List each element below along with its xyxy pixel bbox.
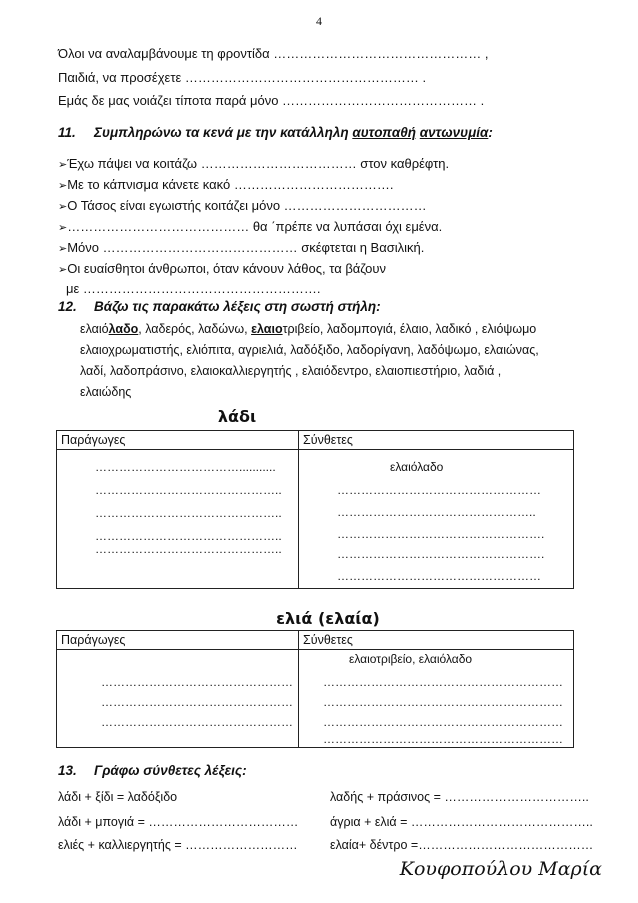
compound-exercise[interactable]: άγρια + ελιά = …………………………………….. [330,815,593,829]
compound-exercise[interactable]: ελαία+ δέντρο =…………………………………… [330,838,594,852]
table-2-heading: ελιά (ελαία) [276,609,380,628]
word-list [80,319,600,403]
bullet-1-text: Έχω πάψει να κοιτάζω ……………………………… στον καθρέφτη. [67,156,450,171]
word-list-line-3: λαδί, λαδοπράσινο, ελαιοκαλλιεργητής , ελαιόδεντρο, ελαιοπιεστήριο, λαδιά , [80,364,502,378]
table-1-col-compounds: Σύνθετες [303,433,353,447]
section-11-title-colon: : [488,125,493,140]
table-1-right-blank[interactable]: …………………………………………… [337,483,541,497]
table-1-right-filled: ελαιόλαδο [390,460,444,474]
intro-line-3: Εμάς δε μας νοιάζει τίποτα παρά μόνο ……………………………………… . [58,93,485,108]
table-2-col-derivatives: Παράγωγες [61,633,126,647]
word-fragment: , λαδερός, λαδώνω, [138,322,252,336]
compound-exercise[interactable]: λάδι + μπογιά = ……………………………… [58,815,299,829]
word-list-line-2: ελαιοχρωματιστής, ελιόπιτα, αγριελιά, λαδόξιδο, λαδορίγανη, λαδόψωμο, ελαιώνας, [80,343,539,357]
word-fragment-underlined: λαδο [108,322,139,336]
table-1-left-blank[interactable]: ………………………………........... [95,460,276,474]
word-list-line-4: ελαιώδης [80,385,132,399]
section-11-title [58,125,493,140]
section-12-title [58,299,381,314]
intro-line-1: Όλοι να αναλαμβάνουμε τη φροντίδα ………………………………………… , [58,46,489,61]
arrow-bullet-icon: ➢ [58,264,68,276]
table-2-divider [298,631,299,747]
table-1-right-blank[interactable]: ………………………………………….. [337,505,536,519]
bullet-6 [58,261,386,276]
table-1 [56,430,574,589]
compound-exercise: λάδι + ξίδι = λαδόξιδο [58,790,178,804]
intro-line-2: Παιδιά, να προσέχετε ……………………………………………… . [58,70,427,85]
bullet-4 [58,219,442,234]
table-1-col-derivatives: Παράγωγες [61,433,126,447]
table-2-right-blank[interactable]: …………………………………………………… [323,675,563,689]
section-11-number: 11. [58,125,76,140]
table-1-right-blank[interactable]: ……………………………………………. [337,547,545,561]
table-2-right-blank[interactable]: …………………………………………………… [323,695,563,709]
section-13-title-text: Γράφω σύνθετες λέξεις: [94,763,247,778]
author-signature: Κουφοπούλου Μαρία [399,858,602,880]
word-fragment-underlined: ελαιο [251,322,283,336]
table-1-left-blank[interactable]: ……………………………………….. [95,542,282,556]
bullet-3-text: Ο Τάσος είναι εγωιστής κοιτάζει μόνο …………………………… [67,198,427,213]
compound-exercise[interactable]: ελιές + καλλιεργητής = ……………………… [58,838,298,852]
bullet-6-continuation: με ………………………………………………. [66,281,321,296]
bullet-2-text: Με το κάπνισμα κάνετε κακό ………………………………. [67,177,394,192]
word-fragment: ελαιό [80,322,109,336]
table-1-right-blank[interactable]: …………………………………………… [337,569,541,583]
table-1-left-blank[interactable]: ……………………………………….. [95,483,282,497]
arrow-bullet-icon: ➢ [58,159,68,171]
compound-exercise[interactable]: λαδής + πράσινος = …………………………….. [330,790,589,804]
section-13-number: 13. [58,763,77,778]
table-1-left-blank[interactable]: ……………………………………….. [95,506,282,520]
bullet-1 [58,156,449,171]
table-1-left-blank[interactable]: ……………………………………….. [95,529,282,543]
word-fragment: τριβείο, λαδομπογιά, έλαιο, λαδικό , ελιόψωμο [282,322,537,336]
table-2 [56,630,574,748]
table-1-right-blank[interactable]: ……………………………………………. [337,527,545,541]
table-2-right-filled: ελαιοτριβείο, ελαιόλαδο [349,652,473,666]
word-list-line-1 [80,319,600,340]
section-13-title [58,763,247,778]
bullet-4-text: …………………………………… θα ΄πρέπε να λυπάσαι όχι εμένα. [67,219,443,234]
table-2-left-blank[interactable]: ………………………………………… [101,695,293,709]
bullet-3 [58,198,427,213]
bullet-5-text: Μόνο ……………………………………… σκέφτεται η Βασιλική. [67,240,425,255]
table-2-right-blank[interactable]: …………………………………………………… [323,732,563,746]
bullet-6-text: Οι ευαίσθητοι άνθρωποι, όταν κάνουν λάθος, τα βάζουν [67,261,387,276]
section-11-title-underlined-2: αντωνυμία [419,125,489,140]
arrow-bullet-icon: ➢ [58,222,68,234]
table-2-left-blank[interactable]: ………………………………………… [101,715,293,729]
table-1-divider [298,431,299,588]
table-1-heading: λάδι [217,407,257,426]
section-11-title-pre: Συμπληρώνω τα κενά με την κατάλληλη [94,125,353,140]
arrow-bullet-icon: ➢ [58,243,68,255]
table-2-col-compounds: Σύνθετες [303,633,353,647]
arrow-bullet-icon: ➢ [58,180,68,192]
section-12-title-text: Βάζω τις παρακάτω λέξεις στη σωστή στήλη: [94,299,381,314]
table-2-right-blank[interactable]: …………………………………………………… [323,715,563,729]
page-number: 4 [316,14,322,28]
section-11-title-underlined-1: αυτοπαθή [352,125,416,140]
section-12-number: 12. [58,299,77,314]
arrow-bullet-icon: ➢ [58,201,68,213]
bullet-5 [58,240,424,255]
table-2-left-blank[interactable]: ………………………………………… [101,675,293,689]
bullet-2 [58,177,393,192]
